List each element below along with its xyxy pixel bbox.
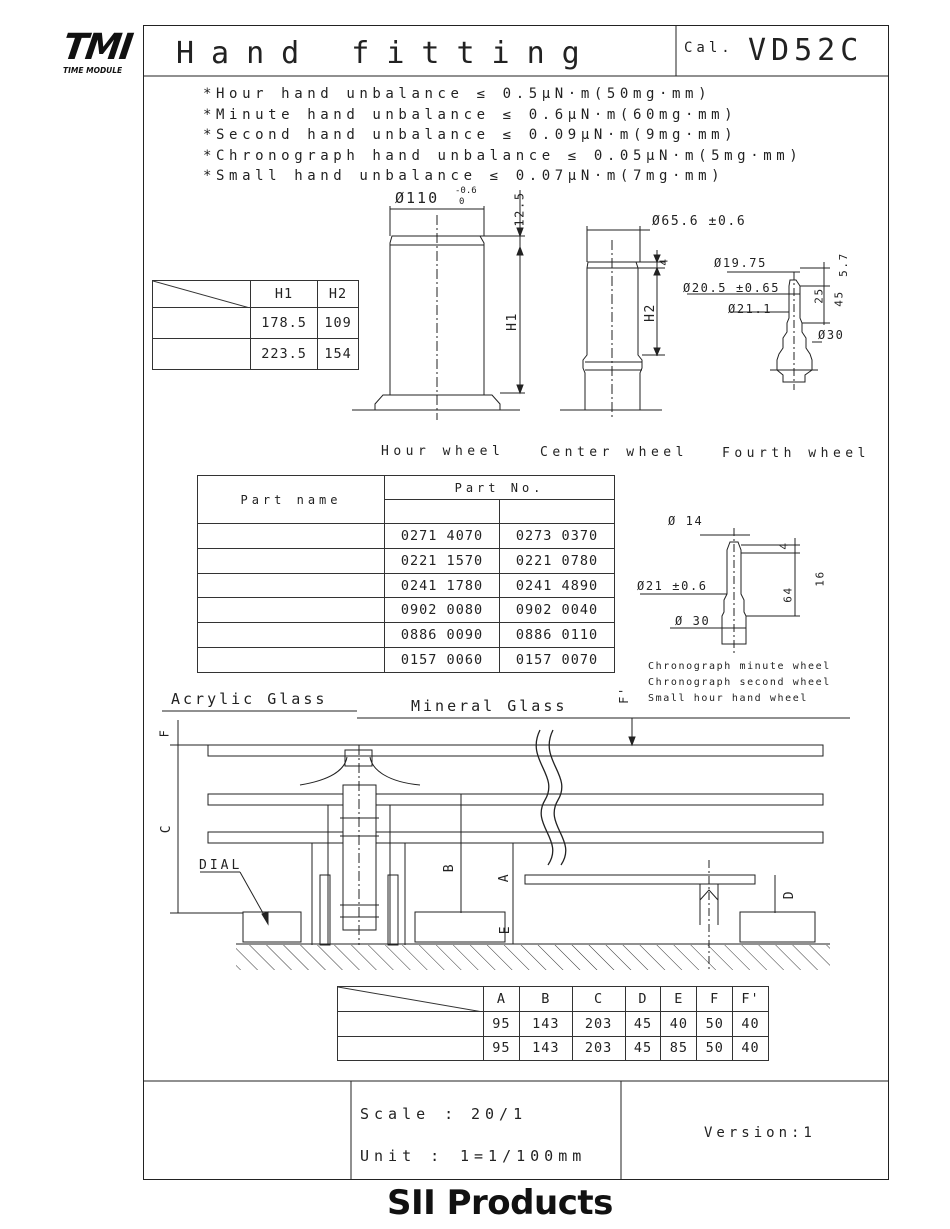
h-table-row-label	[153, 308, 251, 339]
caliber-value: VD52C	[748, 33, 864, 68]
dim-table-header: F	[697, 987, 733, 1012]
note-chronograph: *Chronograph hand unbalance ≤ 0.05μN·m(5mg·mm)	[203, 147, 803, 164]
fourth-wheel-v2: 25	[812, 287, 826, 304]
dim-table-corner	[338, 987, 484, 1012]
dim-table-header: F'	[733, 987, 769, 1012]
chrono-wheel-names	[648, 659, 831, 707]
h-table-cell: 178.5	[251, 308, 318, 339]
parts-subheader	[385, 500, 500, 524]
unit-label: Unit :	[360, 1147, 445, 1165]
parts-cell: 0221 0780	[500, 548, 615, 573]
chrono-wheel-v1: 4	[777, 541, 791, 550]
parts-row-name	[198, 573, 385, 598]
footer-brand: SII Products	[387, 1183, 613, 1223]
center-wheel-name: Center wheel	[540, 445, 688, 460]
note-hour: *Hour hand unbalance ≤ 0.5μN·m(50mg·mm)	[203, 86, 712, 102]
fourth-wheel-d4: Ø30	[818, 328, 845, 342]
hour-wheel-dim-h1: H1	[504, 312, 520, 331]
caliber-label: Cal.	[684, 40, 734, 56]
chrono-wheel-v2: 16	[813, 570, 827, 587]
unbalance-notes	[203, 84, 802, 187]
center-wheel-drawing	[560, 226, 665, 420]
dim-a-label: A	[497, 872, 513, 883]
dim-d-label: D	[782, 889, 798, 900]
dim-table-cell: 45	[625, 1012, 661, 1037]
dim-table-cell: 95	[484, 1036, 520, 1061]
h-dimension-table	[152, 280, 359, 370]
dim-table-header: B	[519, 987, 572, 1012]
chrono-wheel-v3: 64	[781, 586, 795, 603]
version-label: Version:1	[704, 1125, 816, 1141]
parts-header-no: Part No.	[385, 476, 615, 500]
scale-label: Scale :	[360, 1105, 459, 1123]
chrono-second-wheel-label: Chronograph second wheel	[648, 677, 831, 688]
note-minute: *Minute hand unbalance ≤ 0.6μN·m(60mg·mm)	[203, 106, 738, 123]
chrono-minute-wheel-label: Chronograph minute wheel	[648, 661, 831, 672]
dim-e-label: E	[498, 924, 514, 935]
dim-table-cell: 85	[661, 1036, 697, 1061]
hour-wheel-drawing	[352, 190, 525, 420]
chrono-wheel-d1: Ø 14	[668, 514, 704, 528]
dim-c-label: C	[159, 823, 175, 834]
dim-table-cell: 50	[697, 1036, 733, 1061]
dim-table-header: D	[625, 987, 661, 1012]
h-table-header-h1: H1	[251, 281, 318, 308]
h-table-header-h2: H2	[318, 281, 359, 308]
hour-wheel-dim-top: 12.5	[512, 191, 527, 227]
mineral-glass-label: Mineral Glass	[411, 697, 568, 715]
h-table-cell: 223.5	[251, 339, 318, 370]
parts-cell: 0886 0090	[385, 623, 500, 648]
h-table-cell: 154	[318, 339, 359, 370]
fourth-wheel-v3: 45	[832, 290, 846, 307]
chrono-wheel-d3: Ø 30	[675, 614, 711, 628]
logo-mark: TMI	[60, 27, 134, 68]
dim-table-header: E	[661, 987, 697, 1012]
logo-subtitle: TIME MODULE	[63, 66, 123, 75]
parts-cell: 0271 4070	[385, 524, 500, 549]
dim-table-cell: 203	[572, 1012, 625, 1037]
dim-table-cell: 40	[661, 1012, 697, 1037]
dim-table-cell: 95	[484, 1012, 520, 1037]
parts-row-name	[198, 598, 385, 623]
parts-cell: 0241 4890	[500, 573, 615, 598]
unit-value: 1=1/100mm	[460, 1147, 587, 1165]
fourth-wheel-v1: 5.7	[836, 252, 850, 277]
parts-cell: 0902 0040	[500, 598, 615, 623]
center-wheel-dim-h2: H2	[642, 303, 658, 322]
center-wheel-dim-4: 4	[657, 257, 671, 266]
small-hour-hand-wheel-label: Small hour hand wheel	[648, 693, 809, 704]
page-title: Hand fitting	[176, 36, 597, 71]
hour-wheel-diameter: Ø110	[395, 189, 440, 207]
hour-wheel-tol-upper: -0.6	[455, 186, 477, 196]
parts-table	[197, 475, 615, 673]
note-small: *Small hand unbalance ≤ 0.07μN·m(7mg·mm)	[203, 168, 725, 184]
dim-table-cell: 40	[733, 1036, 769, 1061]
parts-cell: 0886 0110	[500, 623, 615, 648]
dim-table-cell: 203	[572, 1036, 625, 1061]
h-table-corner	[153, 281, 251, 308]
parts-row-name	[198, 548, 385, 573]
parts-cell: 0273 0370	[500, 524, 615, 549]
dim-table-cell: 40	[733, 1012, 769, 1037]
dim-table-header: A	[484, 987, 520, 1012]
dimension-table	[337, 986, 769, 1061]
parts-header-name: Part name	[198, 476, 385, 524]
note-second: *Second hand unbalance ≤ 0.09μN·m(9mg·mm)	[203, 127, 738, 143]
h-table-cell: 109	[318, 308, 359, 339]
dim-table-header: C	[572, 987, 625, 1012]
parts-cell: 0157 0070	[500, 648, 615, 673]
acrylic-glass-label: Acrylic Glass	[171, 690, 328, 708]
parts-row-name	[198, 648, 385, 673]
parts-cell: 0221 1570	[385, 548, 500, 573]
parts-row-name	[198, 623, 385, 648]
h-table-row-label	[153, 339, 251, 370]
dim-f-label: F	[157, 728, 172, 738]
parts-cell: 0157 0060	[385, 648, 500, 673]
hour-wheel-tol-lower: 0	[459, 197, 465, 207]
dim-table-cell: 143	[519, 1012, 572, 1037]
center-wheel-diameter: Ø65.6 ±0.6	[652, 214, 747, 229]
parts-cell: 0241 1780	[385, 573, 500, 598]
fourth-wheel-name: Fourth wheel	[722, 446, 870, 461]
dim-table-row-label	[338, 1012, 484, 1037]
chrono-wheel-d2: Ø21 ±0.6	[637, 579, 708, 593]
parts-subheader	[500, 500, 615, 524]
dim-table-cell: 45	[625, 1036, 661, 1061]
fourth-wheel-d1: Ø19.75	[714, 256, 767, 270]
dial-label: DIAL	[199, 858, 243, 873]
hour-wheel-name: Hour wheel	[381, 444, 505, 459]
fourth-wheel-d3: Ø21.1	[728, 302, 773, 316]
parts-row-name	[198, 524, 385, 549]
fourth-wheel-d2: Ø20.5 ±0.65	[683, 281, 781, 295]
parts-cell: 0902 0080	[385, 598, 500, 623]
dim-f-prime-label: F'	[616, 686, 631, 704]
dim-table-row-label	[338, 1036, 484, 1061]
dim-table-cell: 50	[697, 1012, 733, 1037]
dim-table-cell: 143	[519, 1036, 572, 1061]
dim-b-label: B	[442, 862, 458, 873]
scale-value: 20/1	[471, 1105, 528, 1123]
